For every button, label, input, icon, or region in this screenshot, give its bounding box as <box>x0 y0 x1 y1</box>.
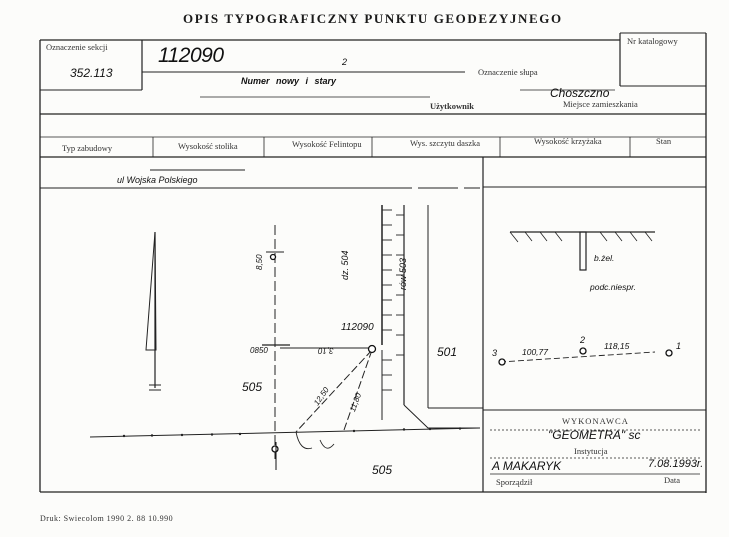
attr-state: Stan <box>656 136 672 146</box>
attr-felintop-height: Wysokość Felintopu <box>292 139 362 149</box>
parcel-505-bottom: 505 <box>372 463 393 477</box>
dim-1180: 11,80 <box>348 391 364 414</box>
institution-label: Instytucja <box>574 446 608 456</box>
section-label: Oznaczenie sekcji <box>46 42 108 52</box>
contractor-label: WYKONAWCA <box>562 416 629 426</box>
ditch-label: rów 503 <box>398 257 408 290</box>
section-value: 352.113 <box>70 66 113 80</box>
underground-label: podc.niespr. <box>590 282 636 292</box>
author-name: A MAKARYK <box>492 459 562 473</box>
point-number: 112090 <box>158 44 224 67</box>
prepared-label: Sporządził <box>496 477 533 487</box>
attr-cross-height: Wysokość krzyżaka <box>534 136 602 146</box>
dim-310: 3,10 <box>318 346 334 355</box>
date-value: 7.08.1993r. <box>648 458 704 470</box>
attr-table-height: Wysokość stolika <box>178 141 238 151</box>
old-number-value: 2 <box>342 57 348 67</box>
place-value: Choszczno <box>550 86 610 100</box>
attr-roof-height: Wys. szczytu daszka <box>410 138 481 148</box>
plot-504-label: dz. 504 <box>340 250 350 280</box>
dist-2-1: 118,15 <box>604 341 630 351</box>
footer-print: Druk: Swiecolom 1990 2. 88 10.990 <box>40 514 174 523</box>
detail-point-1: 1 <box>676 341 682 351</box>
dim-1250: 12,50 <box>312 385 331 408</box>
owner-label: Użytkownik <box>430 101 474 111</box>
attr-type: Typ zabudowy <box>62 143 113 153</box>
parcel-501: 501 <box>437 345 458 359</box>
material-label: b.żel. <box>594 253 615 263</box>
dim-0850: 0850 <box>250 346 268 355</box>
document-title: OPIS TYPOGRAFICZNY PUNKTU GEODEZYJNEGO <box>183 11 563 26</box>
contractor-company: "GEOMETRA" sc <box>548 428 641 442</box>
sketch-point-number: 112090 <box>341 322 374 333</box>
number-label: Numer nowy i stary <box>241 76 337 86</box>
date-label: Data <box>664 475 681 485</box>
parcel-505-left: 505 <box>242 380 263 394</box>
street-label: ul Wojska Polskiego <box>117 175 198 185</box>
post-label: Oznaczenie słupa <box>478 67 538 77</box>
detail-point-2: 2 <box>580 335 586 345</box>
dist-3-2: 100,77 <box>522 347 548 357</box>
catalog-label: Nr katalogowy <box>627 36 678 46</box>
detail-point-3: 3 <box>492 348 498 358</box>
dim-850: 8,50 <box>255 254 264 270</box>
place-label: Miejsce zamieszkania <box>563 99 638 109</box>
